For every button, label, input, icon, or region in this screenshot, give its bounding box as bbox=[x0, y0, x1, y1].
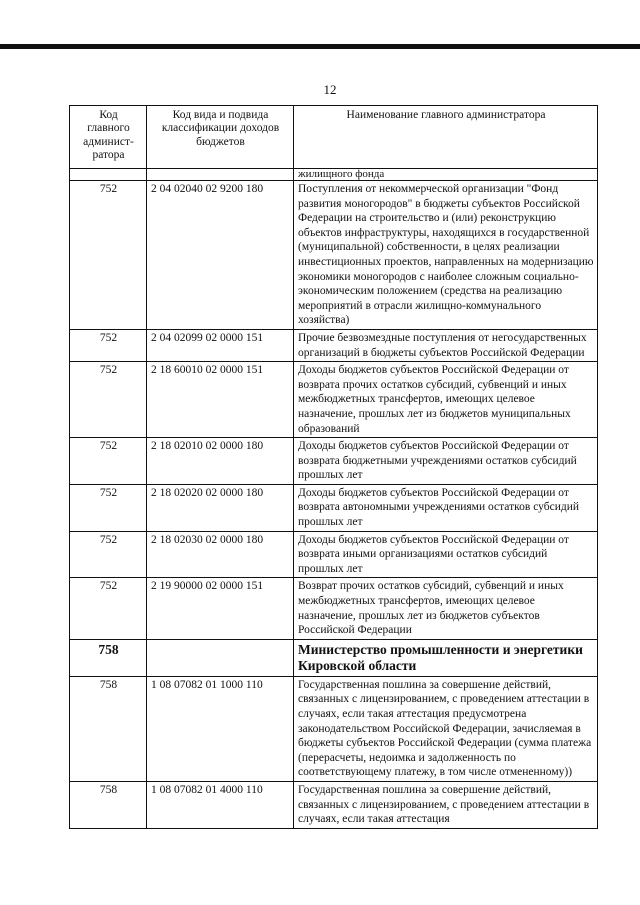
income-code-cell: 2 18 02030 02 0000 180 bbox=[147, 531, 294, 578]
table-row bbox=[70, 362, 598, 438]
table-row bbox=[70, 329, 598, 361]
income-code-cell: 1 08 07082 01 1000 110 bbox=[147, 676, 294, 781]
admin-code-cell: 752 bbox=[70, 484, 147, 531]
header-income-code: Код вида и подвида классификации доходов бюджетов bbox=[147, 106, 294, 169]
income-code-cell bbox=[147, 639, 294, 676]
admin-name-cell: Государственная пошлина за совершение действий, связанных с лицензированием, с проведением аттестации в случаях, если такая аттестация предусмотрена законодательством Российской Федерации, зачисляемая в бюджеты субъектов Российской Федерации (сумма платежа (перерасчеты, недоимка и задолженность по соответствующему платежу, в том числе отмененному)) bbox=[294, 676, 598, 781]
admin-code-cell: 752 bbox=[70, 362, 147, 438]
admin-name-cell: Доходы бюджетов субъектов Российской Федерации от возврата иными организациями остатков субсидий прошлых лет bbox=[294, 531, 598, 578]
admin-code-cell: 758 bbox=[70, 781, 147, 828]
admin-code-cell bbox=[70, 169, 147, 181]
admin-name-cell: Прочие безвозмездные поступления от негосударственных организаций в бюджеты субъектов Российской Федерации bbox=[294, 329, 598, 361]
admin-name-cell: Поступления от некоммерческой организации "Фонд развития моногородов" в бюджеты субъектов Российской Федерации на строительство и (или) реконструкцию объектов инфраструктуры, находящихся в государственной (муниципальной) собственности, в целях реализации инвестиционных проектов, направленных на модернизацию экономики моногородов с наиболее сложным социально-экономическим положением (средства на реализацию мероприятий в отрасли жилищно-коммунального хозяйства) bbox=[294, 181, 598, 330]
table-row bbox=[70, 578, 598, 639]
income-code-cell: 1 08 07082 01 4000 110 bbox=[147, 781, 294, 828]
table-row bbox=[70, 531, 598, 578]
top-rule bbox=[0, 44, 640, 49]
admin-code-cell: 752 bbox=[70, 329, 147, 361]
admin-name-cell: Государственная пошлина за совершение действий, связанных с лицензированием, с проведением аттестации в случаях, если такая аттестация bbox=[294, 781, 598, 828]
admin-name-cell: жилищного фонда bbox=[294, 169, 598, 181]
table-row bbox=[70, 484, 598, 531]
income-code-cell bbox=[147, 169, 294, 181]
admin-name-cell: Министерство промышленности и энергетики Кировской области bbox=[294, 639, 598, 676]
admin-code-cell: 758 bbox=[70, 676, 147, 781]
admin-code-cell: 758 bbox=[70, 639, 147, 676]
admin-name-cell: Доходы бюджетов субъектов Российской Федерации от возврата автономными учреждениями остатков субсидий прошлых лет bbox=[294, 484, 598, 531]
admin-name-cell: Доходы бюджетов субъектов Российской Федерации от возврата прочих остатков субсидий, субвенций и иных межбюджетных трансфертов, имеющих целевое назначение, прошлых лет из бюджетов муниципальных образований bbox=[294, 362, 598, 438]
table-header-row bbox=[70, 106, 598, 169]
header-admin-name: Наименование главного администратора bbox=[294, 106, 598, 169]
header-admin-code: Код главного админист- ратора bbox=[70, 106, 147, 169]
income-code-cell: 2 04 02099 02 0000 151 bbox=[147, 329, 294, 361]
income-code-cell: 2 18 02010 02 0000 180 bbox=[147, 438, 294, 485]
table-row bbox=[70, 781, 598, 828]
admin-name-cell: Возврат прочих остатков субсидий, субвенций и иных межбюджетных трансфертов, имеющих целевое назначение, прошлых лет из бюджетов субъектов Российской Федерации bbox=[294, 578, 598, 639]
table-row bbox=[70, 181, 598, 330]
table-body bbox=[70, 169, 598, 829]
income-code-cell: 2 18 60010 02 0000 151 bbox=[147, 362, 294, 438]
admin-name-cell: Доходы бюджетов субъектов Российской Федерации от возврата бюджетными учреждениями остатков субсидий прошлых лет bbox=[294, 438, 598, 485]
admin-code-cell: 752 bbox=[70, 181, 147, 330]
table-row bbox=[70, 438, 598, 485]
admin-code-cell: 752 bbox=[70, 578, 147, 639]
table-row bbox=[70, 639, 598, 676]
income-code-cell: 2 19 90000 02 0000 151 bbox=[147, 578, 294, 639]
income-administrators-table bbox=[69, 105, 598, 829]
page-number: 12 bbox=[323, 82, 337, 97]
admin-code-cell: 752 bbox=[70, 438, 147, 485]
table-row bbox=[70, 169, 598, 181]
admin-code-cell: 752 bbox=[70, 531, 147, 578]
income-code-cell: 2 04 02040 02 9200 180 bbox=[147, 181, 294, 330]
table-row bbox=[70, 676, 598, 781]
income-code-cell: 2 18 02020 02 0000 180 bbox=[147, 484, 294, 531]
